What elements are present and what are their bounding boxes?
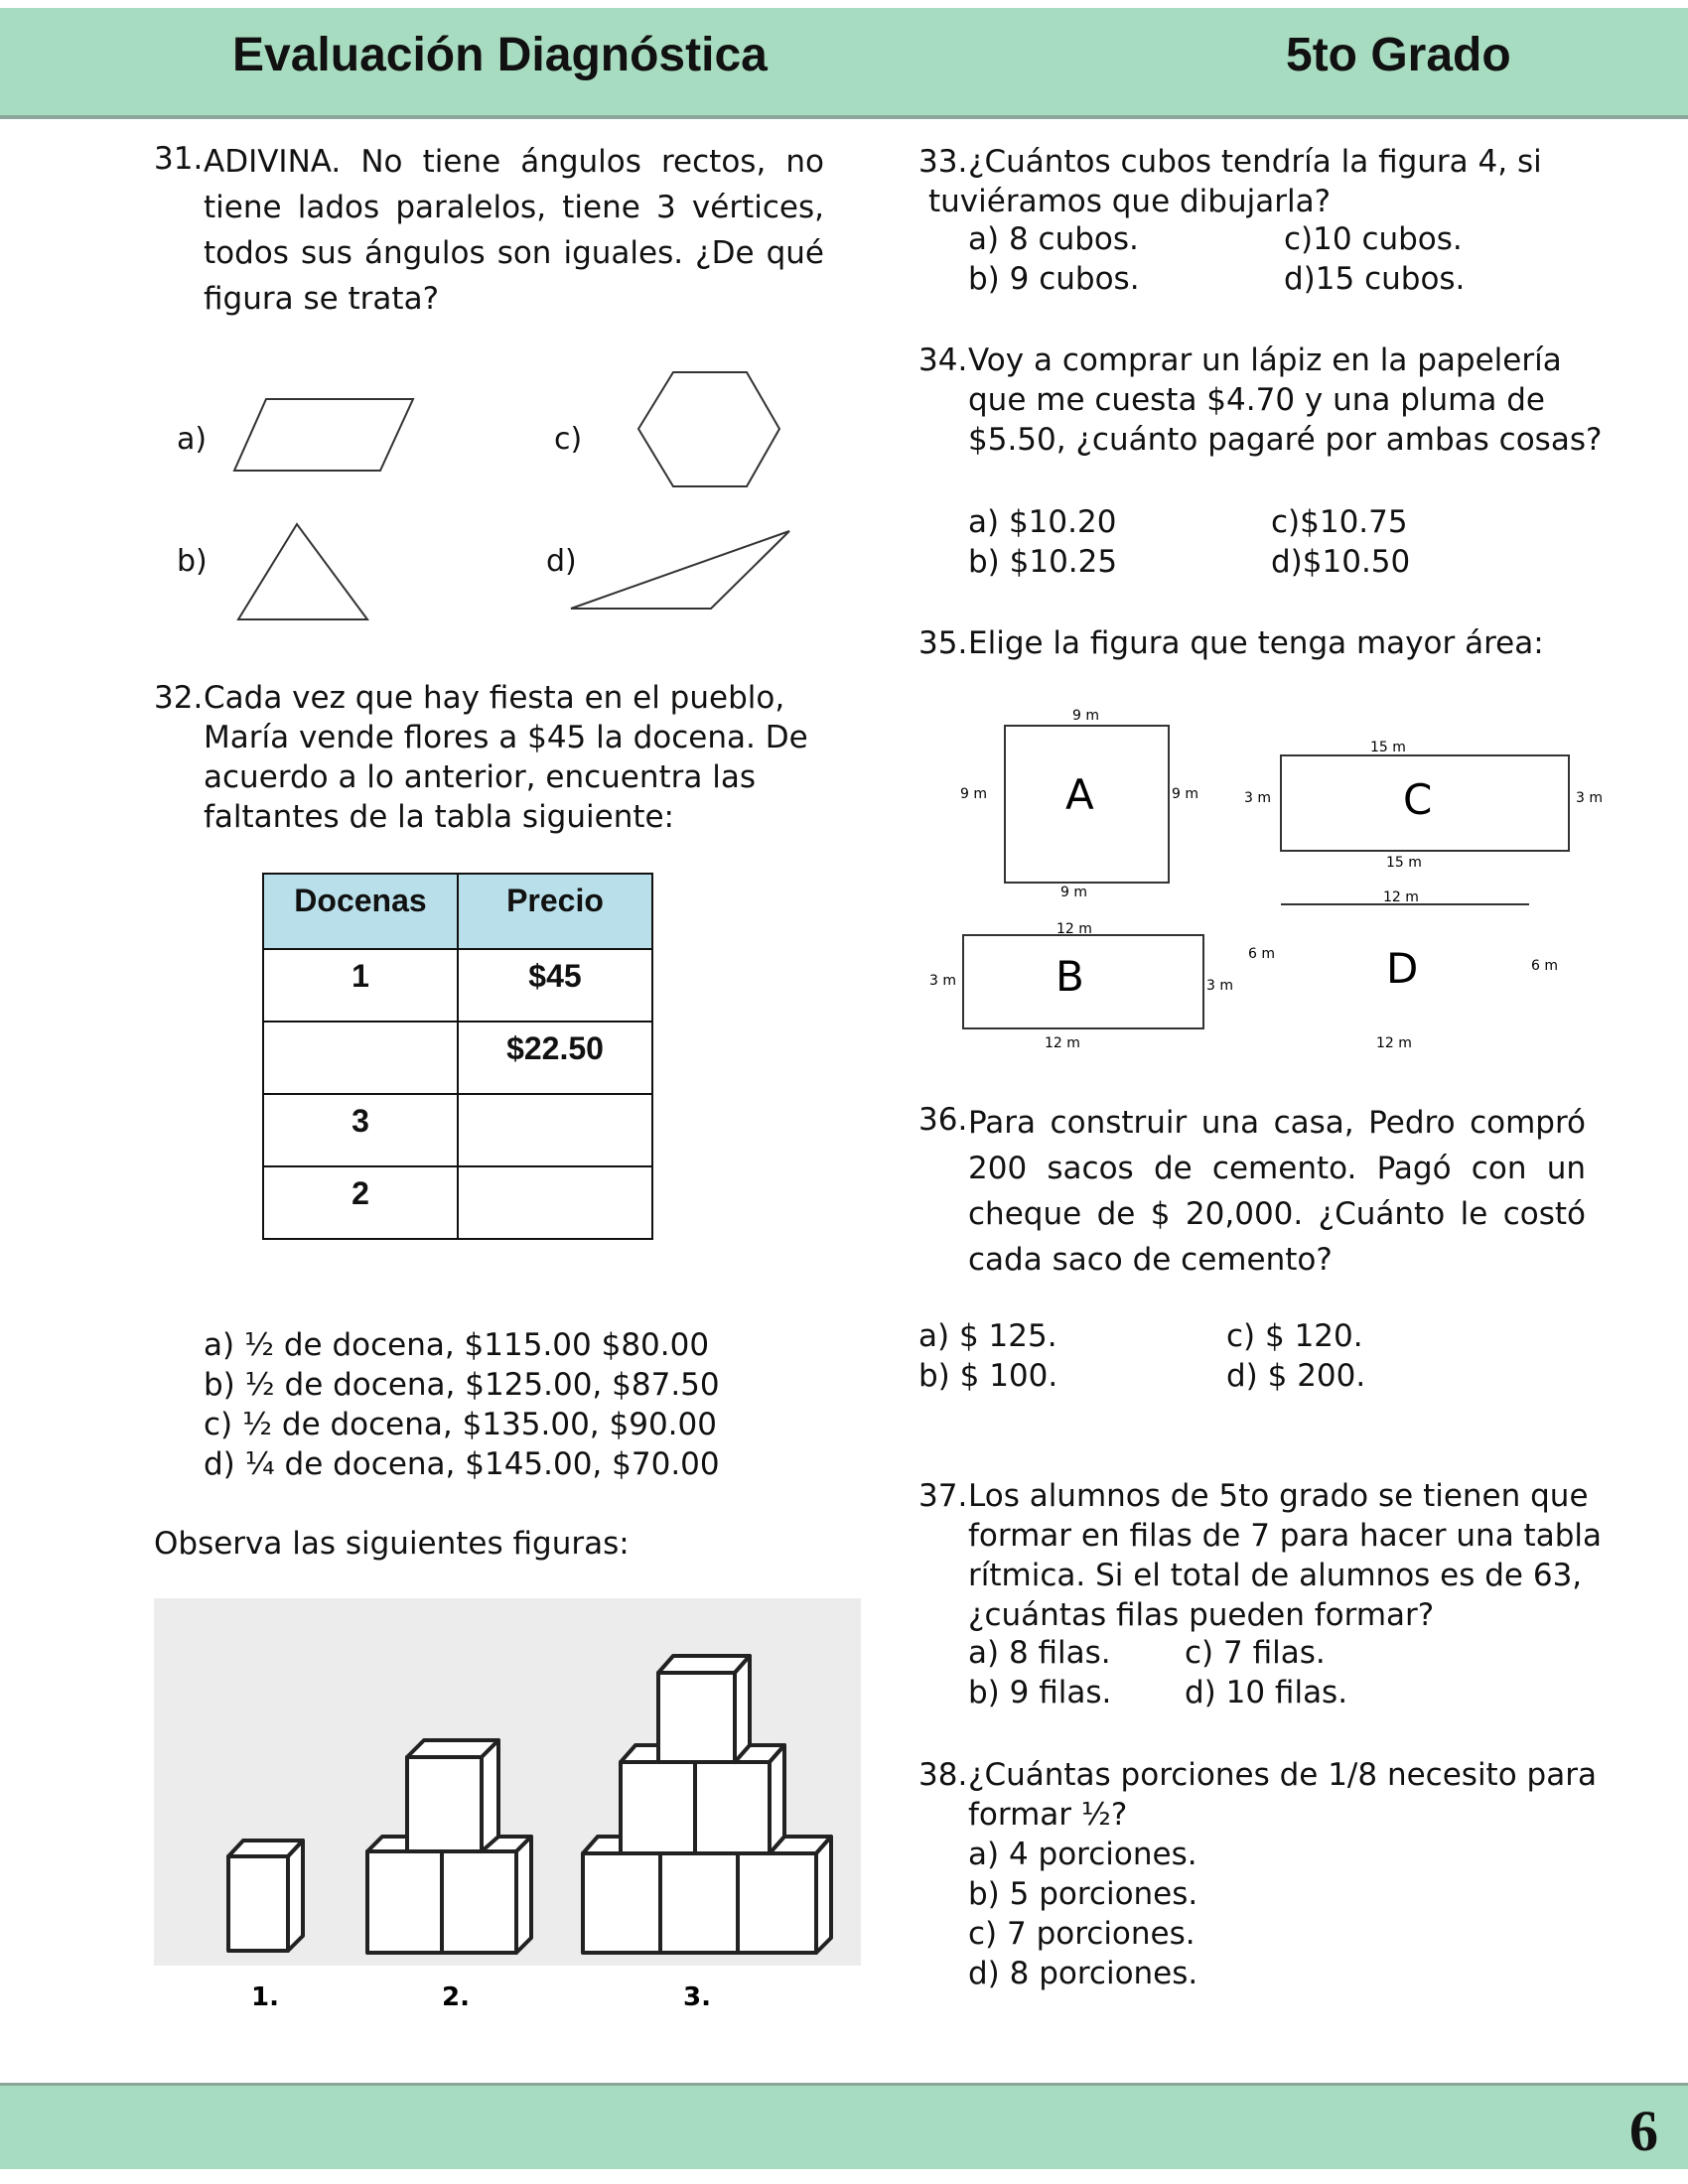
question-text-line: ¿Cuántas porciones de 1/8 necesito para <box>968 1757 1597 1793</box>
option-label-c: c) <box>554 422 583 457</box>
cube-figures <box>154 1598 869 2015</box>
dimension-label: 9 m <box>960 786 987 802</box>
table-header: Docenas <box>263 874 458 949</box>
dimension-label: 3 m <box>1244 790 1271 806</box>
answer-option: a) $ 125. <box>918 1318 1057 1354</box>
option-label-a: a) <box>177 422 208 457</box>
table-row <box>263 1094 652 1166</box>
answer-option: a) ½ de docena, $115.00 $80.00 <box>204 1327 710 1363</box>
cube-figure-1 <box>228 1841 303 1951</box>
dimension-label: 15 m <box>1370 740 1406 755</box>
dimension-label: 12 m <box>1383 889 1419 905</box>
table-cell <box>458 1166 652 1239</box>
question-text-line: $5.50, ¿cuánto pagaré por ambas cosas? <box>968 422 1603 458</box>
question-36 <box>918 1100 1586 1283</box>
dimension-label: 3 m <box>1576 790 1603 806</box>
question-text-line: formar ½? <box>968 1797 1128 1833</box>
answer-option: c) ½ de docena, $135.00, $90.00 <box>204 1407 717 1442</box>
figure-label-c: C <box>1403 775 1433 824</box>
dimension-label: 9 m <box>1172 786 1198 802</box>
table-cell: $45 <box>458 949 652 1022</box>
dimension-label: 6 m <box>1531 958 1558 974</box>
answer-option: d)15 cubos. <box>1284 261 1466 297</box>
question-number: 31. <box>154 141 204 177</box>
answer-option: b) $ 100. <box>918 1358 1058 1394</box>
answer-option: c) $ 120. <box>1226 1318 1363 1354</box>
question-text: Cada vez que hay fiesta en el pueblo, María vende flores a $45 la docena. De acuerdo a lo anterior, encuentra las faltantes de la tabla siguiente: <box>204 680 808 835</box>
answer-option: d) $ 200. <box>1226 1358 1366 1394</box>
table-cell: $22.50 <box>458 1022 652 1094</box>
q32-options <box>204 1325 799 1484</box>
answer-option: a) 8 cubos. <box>968 221 1139 257</box>
question-37 <box>918 1476 1633 1635</box>
table-row <box>263 1166 652 1239</box>
table-cell: 3 <box>263 1094 458 1166</box>
answer-option: c) 7 filas. <box>1185 1635 1326 1671</box>
answer-option: b) $10.25 <box>968 544 1118 580</box>
question-number: 32. <box>154 680 204 716</box>
answer-option: c)10 cubos. <box>1284 221 1463 257</box>
question-number: 36. <box>918 1102 968 1138</box>
answer-option: b) 5 porciones. <box>968 1876 1198 1912</box>
option-label-d: d) <box>546 544 577 579</box>
cube-figure-label: 1. <box>251 1982 279 2012</box>
question-text: Para construir una casa, Pedro compró 200 sacos de cemento. Pagó con un cheque de $ 20,000. ¿Cuánto le costó cada saco de cemento? <box>968 1105 1586 1278</box>
question-number: 34. <box>918 342 968 378</box>
answer-option: c) 7 porciones. <box>968 1916 1196 1952</box>
question-text-line: rítmica. Si el total de alumnos es de 63, <box>968 1558 1583 1593</box>
question-number: 33. <box>918 144 968 180</box>
dimension-label: 3 m <box>1206 978 1233 994</box>
figure-label-d: D <box>1386 944 1419 993</box>
figure-label-b: B <box>1055 952 1084 1001</box>
question-38 <box>918 1755 1633 1993</box>
dimension-label: 15 m <box>1386 855 1422 871</box>
answer-option: b) 9 filas. <box>968 1675 1112 1710</box>
question-text-line: ¿Cuántos cubos tendría la figura 4, si <box>968 144 1542 180</box>
dimension-label: 6 m <box>1248 946 1275 962</box>
dimension-label: 12 m <box>1045 1035 1080 1051</box>
question-text-line: Los alumnos de 5to grado se tienen que <box>968 1478 1589 1514</box>
answer-option: d) 10 filas. <box>1185 1675 1348 1710</box>
figure-label-a: A <box>1065 770 1094 819</box>
question-text: Elige la figura que tenga mayor área: <box>968 625 1544 661</box>
answer-option: a) 4 porciones. <box>968 1837 1197 1872</box>
answer-option: a) $10.20 <box>968 504 1117 540</box>
question-number: 35. <box>918 625 968 661</box>
page-footer <box>0 2083 1688 2169</box>
question-number: 37. <box>918 1478 968 1514</box>
dimension-label: 12 m <box>1376 1035 1412 1051</box>
page-number: 6 <box>1629 2099 1658 2163</box>
observe-instruction: Observa las siguientes figuras: <box>154 1526 630 1562</box>
answer-option: d)$10.50 <box>1271 544 1411 580</box>
dimension-label: 12 m <box>1056 921 1092 937</box>
answer-option: b) ½ de docena, $125.00, $87.50 <box>204 1367 720 1403</box>
table-cell: 2 <box>263 1166 458 1239</box>
question-text-line: que me cuesta $4.70 y una pluma de <box>968 382 1545 418</box>
answer-option: d) 8 porciones. <box>968 1956 1198 1991</box>
table-cell: 1 <box>263 949 458 1022</box>
question-text: ADIVINA. No tiene ángulos rectos, no tiene lados paralelos, tiene 3 vértices, todos sus ángulos son iguales. ¿De qué figura se trata? <box>204 144 824 317</box>
cube-figure-label: 2. <box>442 1982 470 2012</box>
answer-option: d) ¼ de docena, $145.00, $70.00 <box>204 1446 720 1482</box>
question-text-line: formar en filas de 7 para hacer una tabla <box>968 1518 1602 1554</box>
dimension-label: 9 m <box>1072 708 1099 724</box>
answer-option: a) 8 filas. <box>968 1635 1111 1671</box>
question-text-line: ¿cuántas filas pueden formar? <box>968 1597 1435 1633</box>
table-cell <box>458 1094 652 1166</box>
dimension-label: 9 m <box>1060 885 1087 900</box>
question-text-line: tuviéramos que dibujarla? <box>928 184 1332 219</box>
cube-figure-label: 3. <box>683 1982 711 2012</box>
answer-option: b) 9 cubos. <box>968 261 1140 297</box>
header-title: Evaluación Diagnóstica <box>232 29 768 81</box>
dimension-label: 3 m <box>929 973 956 989</box>
option-label-b: b) <box>177 544 208 579</box>
table-header: Precio <box>458 874 652 949</box>
question-text-line: Voy a comprar un lápiz en la papelería <box>968 342 1562 378</box>
header-grade: 5to Grado <box>1286 29 1511 81</box>
answer-option: c)$10.75 <box>1271 504 1408 540</box>
question-number: 38. <box>918 1757 968 1793</box>
